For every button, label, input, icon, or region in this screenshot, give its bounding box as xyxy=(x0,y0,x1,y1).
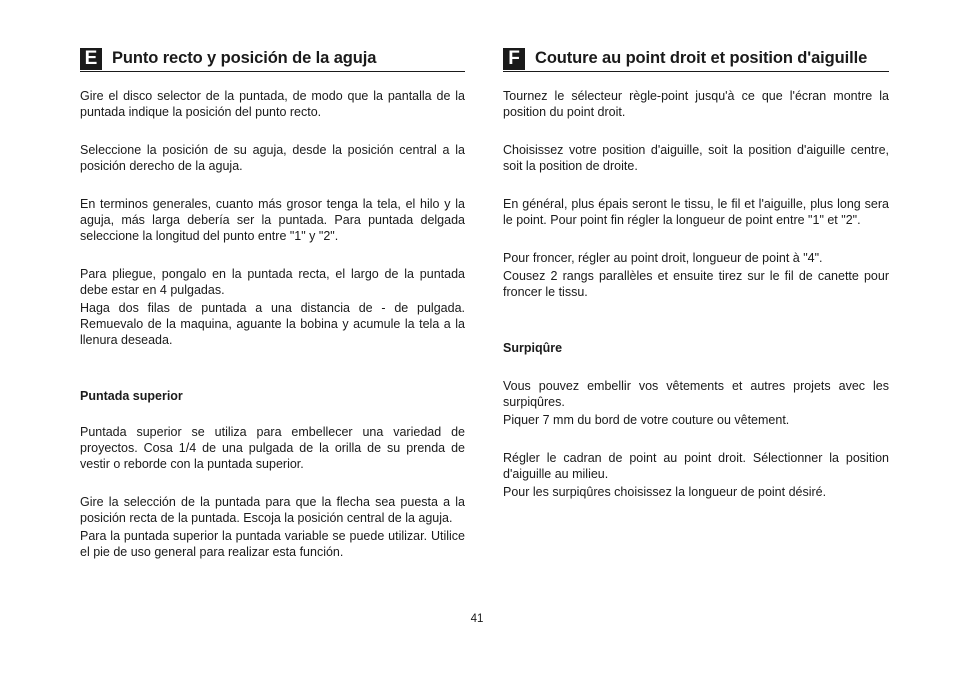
paragraph: Tournez le sélecteur règle-point jusqu'à ce que l'écran montre la position du point droit. xyxy=(503,89,889,119)
spanish-section-header xyxy=(80,46,465,72)
french-section-header xyxy=(503,46,889,72)
french-section-title: Couture au point droit et position d'aiguille xyxy=(535,49,868,67)
paragraph: Puntada superior se utiliza para embellecer una variedad de proyectos. Cosa 1/4 de una pulgada de la orilla de su prenda de vestir o reborde con la puntada superior. xyxy=(80,425,465,471)
french-column xyxy=(503,46,889,500)
paragraph: Pour les surpiqûres choisissez la longueur de point désiré. xyxy=(503,485,827,499)
paragraph: Gire la selección de la puntada para que la flecha sea puesta a la posición recta de la puntada. Escoja la posición central de la aguja. xyxy=(80,495,465,525)
paragraph: Vous pouvez embellir vos vêtements et autres projets avec les surpiqûres. xyxy=(503,379,889,409)
paragraph: Pour froncer, régler au point droit, longueur de point à "4". xyxy=(503,251,823,265)
paragraph: En général, plus épais seront le tissu, le fil et l'aiguille, plus long sera le point. Pour point fin régler la longueur de point entre "1" et "2". xyxy=(503,197,889,227)
spanish-subheading: Puntada superior xyxy=(80,389,183,403)
paragraph: En terminos generales, cuanto más grosor tenga la tela, el hilo y la aguja, más larga debería ser la puntada. Para puntada delgada seleccione la longitud del punto entre "1" y "2". xyxy=(80,197,465,243)
page-number: 41 xyxy=(470,613,484,625)
paragraph: Para pliegue, pongalo en la puntada recta, el largo de la puntada debe estar en 4 pulgadas. xyxy=(80,267,465,297)
french-subheading: Surpiqûre xyxy=(503,341,563,355)
paragraph: Régler le cadran de point au point droit. Sélectionner la position d'aiguille au milieu. xyxy=(503,451,889,481)
paragraph: Piquer 7 mm du bord de votre couture ou vêtement. xyxy=(503,413,790,427)
language-badge-e: E xyxy=(80,48,102,70)
spanish-column xyxy=(80,46,465,560)
paragraph: Gire el disco selector de la puntada, de modo que la pantalla de la puntada indique la posición del punto recto. xyxy=(80,89,465,119)
paragraph: Seleccione la posición de su aguja, desde la posición central a la posición derecho de la aguja. xyxy=(80,143,465,173)
paragraph: Cousez 2 rangs parallèles et ensuite tirez sur le fil de canette pour froncer le tissu. xyxy=(503,269,889,299)
paragraph: Choisissez votre position d'aiguille, soit la position d'aiguille centre, soit la position de droite. xyxy=(503,143,889,173)
language-badge-f: F xyxy=(503,48,525,70)
paragraph: Para la puntada superior la puntada variable se puede utilizar. Utilice el pie de uso general para realizar esta función. xyxy=(80,529,465,559)
paragraph: Haga dos filas de puntada a una distancia de - de pulgada. Remuevalo de la maquina, aguante la bobina y acumule la tela a la llenura deseada. xyxy=(80,301,465,347)
spanish-section-title: Punto recto y posición de la aguja xyxy=(112,49,377,67)
